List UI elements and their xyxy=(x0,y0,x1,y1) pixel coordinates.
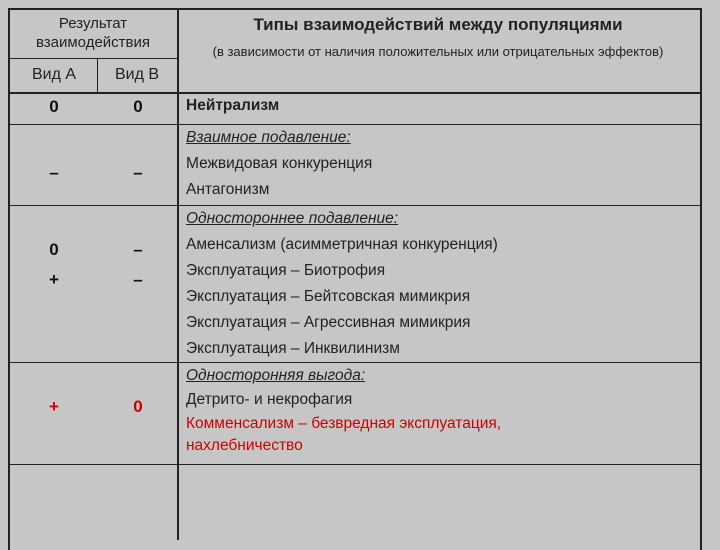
species-a-value: 0 xyxy=(49,97,59,116)
highlighted-interaction: Комменсализм – безвредная эксплуатация, xyxy=(186,415,502,432)
interaction-type: Эксплуатация – Инквилинизм xyxy=(186,340,400,357)
species-b-value: 0 xyxy=(133,397,143,416)
interaction-type: Антагонизм xyxy=(186,181,270,198)
species-b-value: – xyxy=(133,270,143,289)
interaction-type: Эксплуатация – Биотрофия xyxy=(186,262,386,279)
row-divider xyxy=(8,362,700,363)
group-heading: Односторонняя выгода: xyxy=(186,367,366,384)
species-b-value: – xyxy=(133,240,143,259)
row-text xyxy=(186,93,691,119)
interaction-type: Аменсализм (асимметричная конкуренция) xyxy=(186,236,498,253)
group-heading: Одностороннее подавление: xyxy=(186,210,399,227)
table-title: Типы взаимодействий между популяциями xyxy=(253,15,623,34)
row-text xyxy=(186,125,691,203)
species-a-value: + xyxy=(49,270,59,289)
row-text xyxy=(186,206,691,362)
interaction-type: Детрито- и некрофагия xyxy=(186,391,353,408)
species-a-value: – xyxy=(49,163,59,182)
species-b-value: – xyxy=(133,163,143,182)
row-divider xyxy=(8,464,700,465)
species-b-value: 0 xyxy=(133,97,143,116)
header-result: Результат взаимодействия xyxy=(35,15,151,51)
species-a-value: + xyxy=(49,397,59,416)
row-text xyxy=(186,364,691,456)
interaction-type: Эксплуатация – Агрессивная мимикрия xyxy=(186,314,471,331)
group-heading: Взаимное подавление: xyxy=(186,129,351,146)
header-species-b: Вид В xyxy=(114,66,160,83)
highlighted-interaction: нахлебничество xyxy=(186,437,303,454)
species-a-value: 0 xyxy=(49,240,59,259)
interaction-type: Эксплуатация – Бейтсовская мимикрия xyxy=(186,288,471,305)
header-species-a: Вид А xyxy=(31,66,77,83)
interaction-type: Межвидовая конкуренция xyxy=(186,155,373,172)
table-subtitle: (в зависимости от наличия положительных или отрицательных эффектов) xyxy=(212,44,664,59)
interaction-type: Нейтрализм xyxy=(186,97,280,114)
row-divider xyxy=(8,58,178,59)
